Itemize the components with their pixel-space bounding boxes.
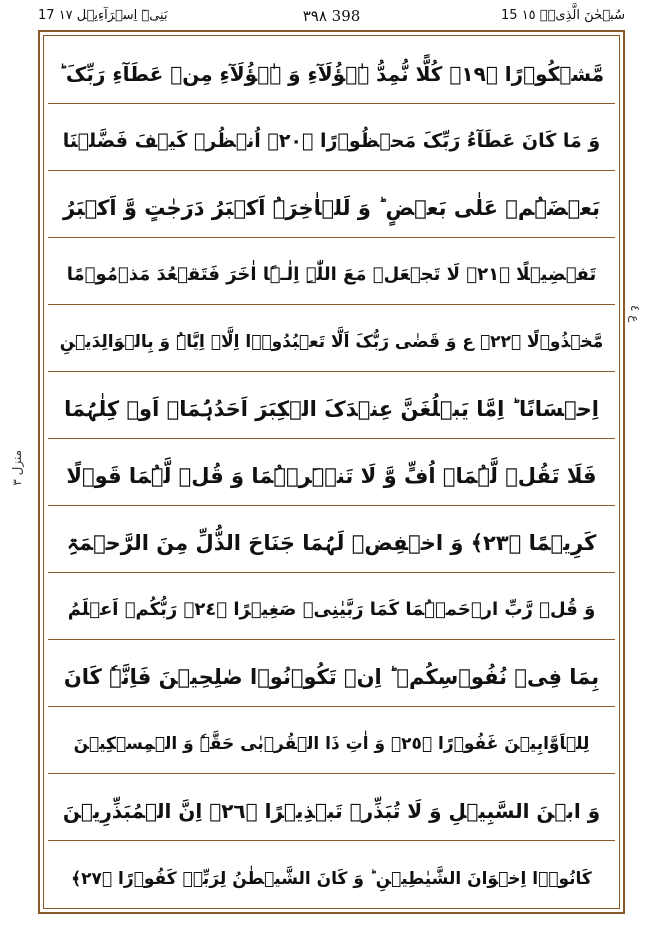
ruku-marker: ع ٤: [628, 305, 642, 323]
text-line: [48, 781, 615, 841]
text-line: [48, 848, 615, 908]
text-line: [48, 111, 615, 171]
surah-name-left: 17 بَنِیۡٓ اِسۡرَآءِیۡل ١٧: [38, 8, 168, 23]
verse-line-2: وَ مَا کَانَ عَطَآءُ رَبِّکَ مَحۡظُوۡرًا ﴿٢٠﴾ اُنۡظُرۡ کَیۡفَ فَضَّلۡنَا: [62, 129, 601, 152]
verse-line-5: مَّخۡذُوۡلًا ﴿٢٢﴾ ع وَ قَضٰی رَبُّکَ اَلَّا تَعۡبُدُوۡۤا اِلَّاۤ اِیَّاہُ وَ بِالۡوَالِدَیۡنِ: [59, 331, 604, 352]
text-line: [48, 379, 615, 439]
text-line: [48, 714, 615, 774]
page-frame: [38, 30, 625, 914]
verse-line-13: کَانُوۡۤا اِخۡوَانَ الشَّیٰطِیۡنِ ؕ وَ کَانَ الشَّیۡطٰنُ لِرَبِّہٖ کَفُوۡرًا ﴿٢٧﴾: [71, 868, 592, 889]
verse-line-10: بِمَا فِیۡ نُفُوۡسِکُمۡ ؕ اِنۡ تَکُوۡنُوۡا صٰلِحِیۡنَ فَاِنَّہٗ کَانَ: [63, 664, 600, 689]
text-line: [48, 312, 615, 372]
text-line: [48, 178, 615, 238]
text-line: [48, 580, 615, 640]
verse-line-1: مَّشۡکُوۡرًا ﴿١٩﴾ کُلًّا نُّمِدُّ ہٰۤؤُلَآءِ وَ ہٰۤؤُلَآءِ مِنۡ عَطَآءِ رَبِّکَ ؕ: [58, 61, 605, 86]
page-header: [38, 6, 625, 30]
manzil-marker: منزل ٣: [10, 450, 24, 486]
text-line: [48, 44, 615, 104]
verse-line-7: فَلَا تَقُلۡ لَّہُمَاۤ اُفٍّ وَّ لَا تَنۡہَرۡہُمَا وَ قُلۡ لَّہُمَا قَوۡلًا: [66, 463, 597, 488]
verse-line-9: وَ قُلۡ رَّبِّ ارۡحَمۡہُمَا کَمَا رَبَّیٰنِیۡ صَغِیۡرًا ﴿٢٤﴾ رَبُّکُمۡ اَعۡلَمُ: [67, 599, 596, 620]
text-line: [48, 513, 615, 573]
page-number: ٣٩٨ 398: [302, 7, 361, 25]
verse-line-12: وَ ابۡنَ السَّبِیۡلِ وَ لَا تُبَذِّرۡ تَبۡذِیۡرًا ﴿٢٦﴾ اِنَّ الۡمُبَذِّرِیۡنَ: [62, 798, 601, 823]
verse-line-6: اِحۡسَانًا ؕ اِمَّا یَبۡلُغَنَّ عِنۡدَکَ الۡکِبَرَ اَحَدُہُمَاۤ اَوۡ کِلٰہُمَا: [64, 396, 599, 421]
text-line: [48, 245, 615, 305]
verse-line-3: بَعۡضَہُمۡ عَلٰی بَعۡضٍ ؕ وَ لَلۡاٰخِرَۃُ اَکۡبَرُ دَرَجٰتٍ وَّ اَکۡبَرُ: [62, 195, 601, 220]
text-line: [48, 446, 615, 506]
inner-frame: [43, 35, 620, 909]
juz-name-right: 15 سُبۡحٰنَ الَّذِیۡۤ ١٥: [501, 8, 625, 23]
text-line: [48, 647, 615, 707]
verse-line-11: لِلۡاَوَّابِیۡنَ غَفُوۡرًا ﴿٢٥﴾ وَ اٰتِ ذَا الۡقُرۡبٰی حَقَّہٗ وَ الۡمِسۡکِیۡنَ: [73, 733, 590, 754]
verse-line-4: تَفۡضِیۡلًا ﴿٢١﴾ لَا تَجۡعَلۡ مَعَ اللّٰہِ اِلٰـہًا اٰخَرَ فَتَقۡعُدَ مَذۡمُوۡمًا: [66, 264, 597, 285]
verse-line-8: کَرِیۡمًا ﴿٢٣﴾ وَ اخۡفِضۡ لَہُمَا جَنَاحَ الذُّلِّ مِنَ الرَّحۡمَۃِ: [66, 530, 597, 555]
